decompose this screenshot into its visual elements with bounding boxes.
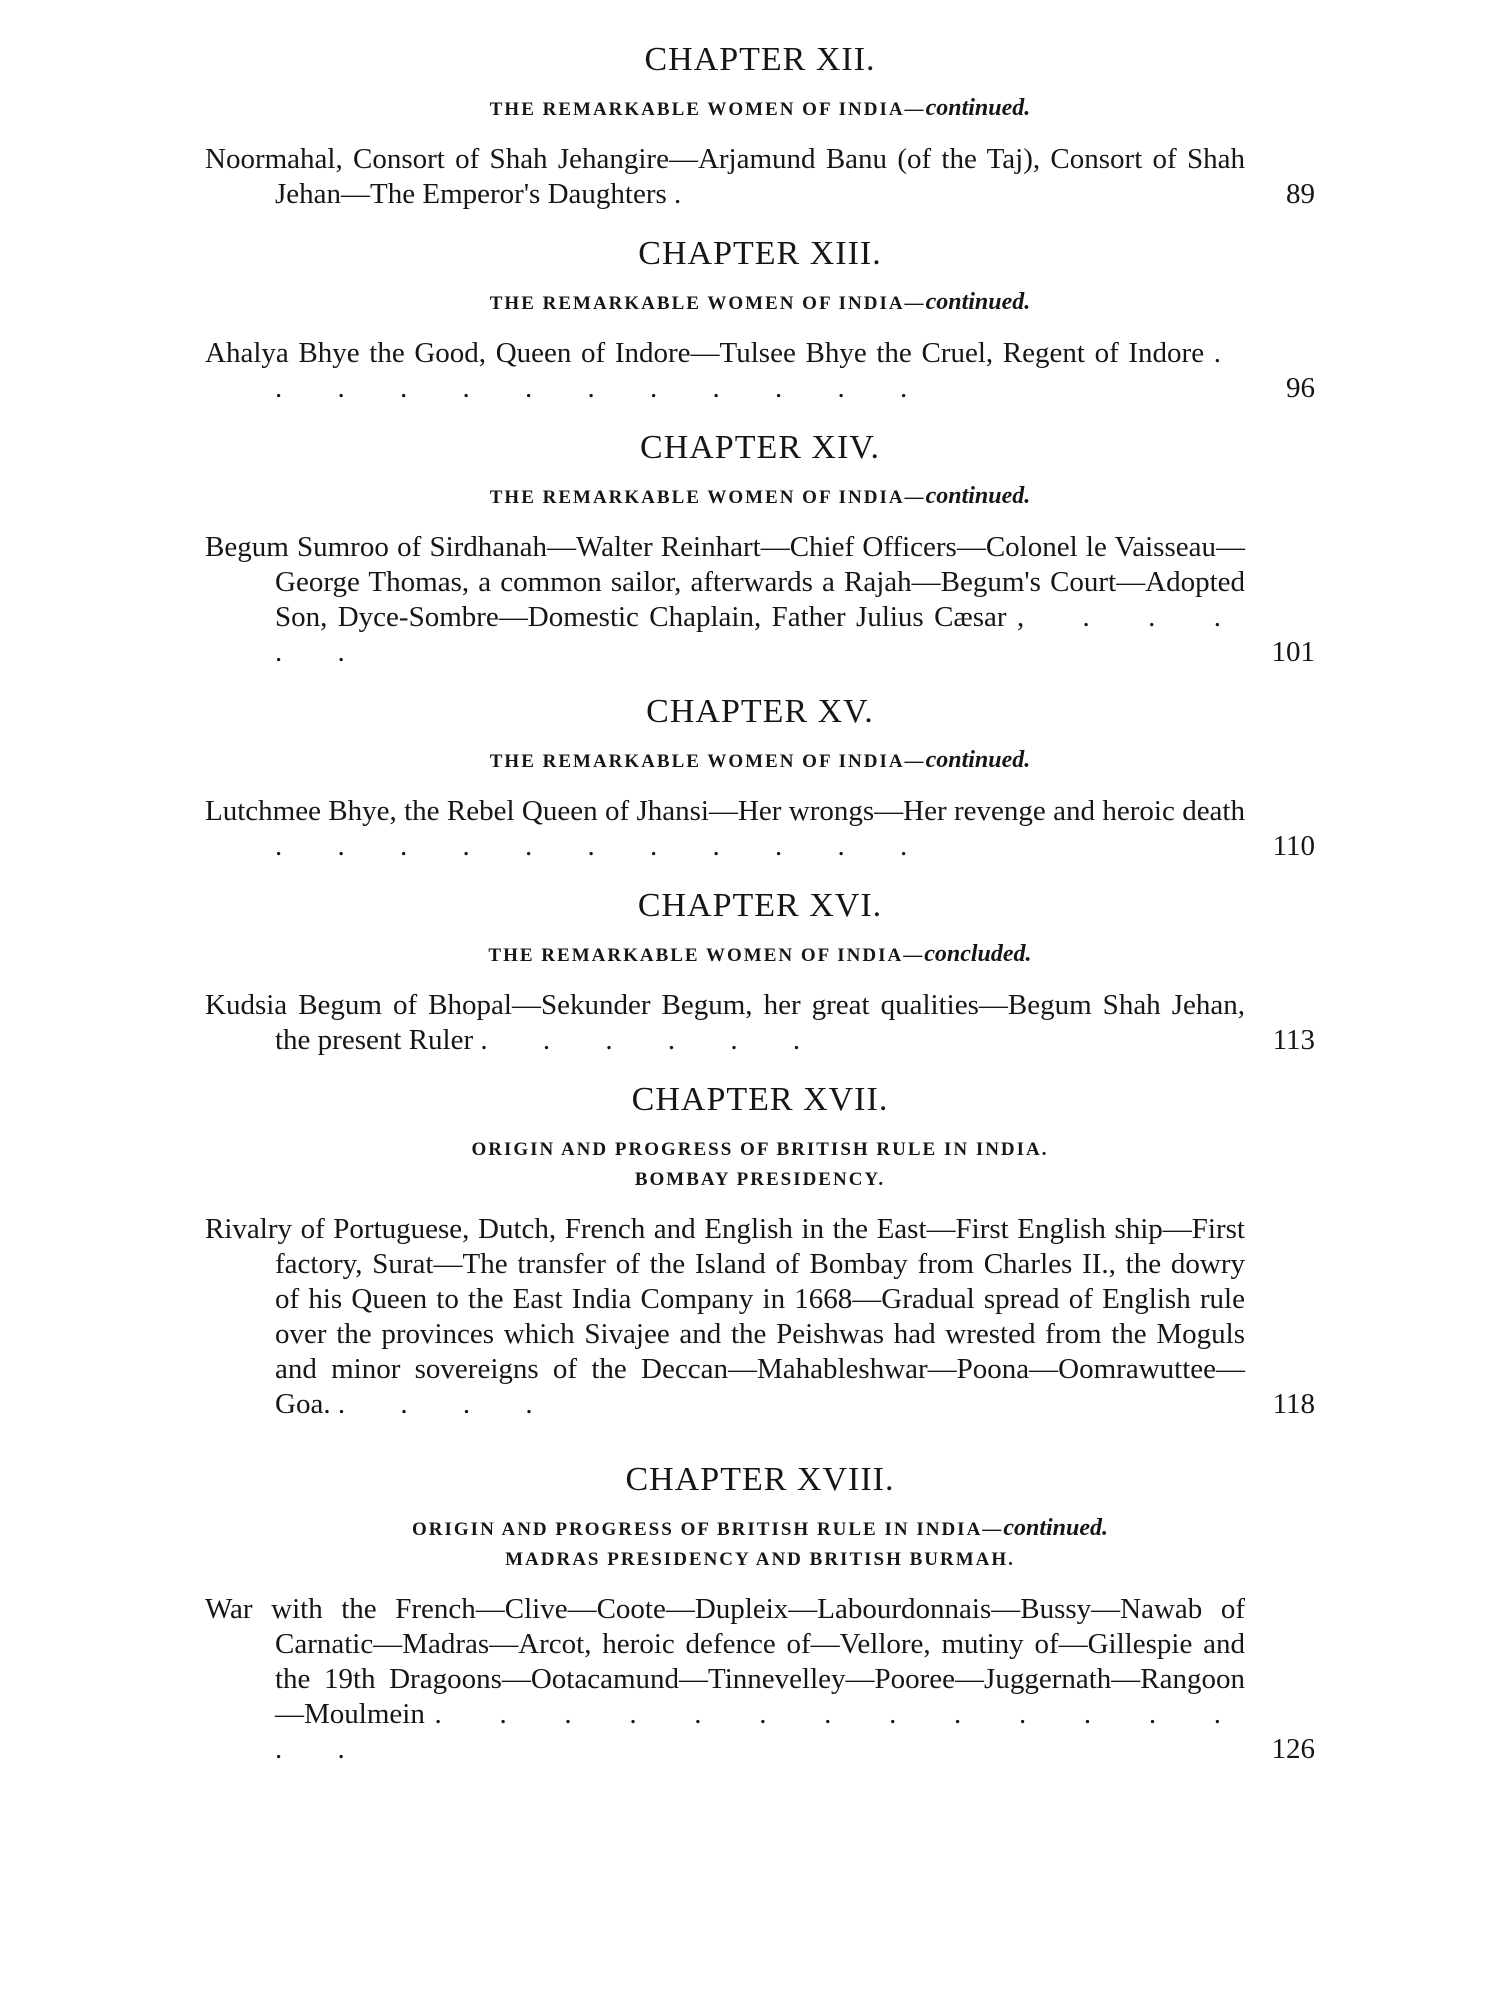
dot-leader: . <box>674 178 706 210</box>
chapter-summary <box>205 142 1245 212</box>
summary-text: Noormahal, Consort of Shah Jehangire—Arjamund Banu (of the Taj), Consort of Shah Jehan—The Emperor's Daughters <box>205 143 1245 210</box>
subtitle-main: THE REMARKABLE WOMEN OF INDIA— <box>489 751 926 772</box>
chapter-contents <box>205 988 1315 1058</box>
subtitle-continued: continued. <box>925 289 1031 315</box>
chapter-subtitle <box>205 94 1315 124</box>
page-number: 101 <box>1271 636 1315 668</box>
page-number: 89 <box>1286 178 1315 210</box>
page-number: 110 <box>1272 830 1315 862</box>
dot-leader: . . . . <box>337 1388 557 1420</box>
chapter-entry <box>205 428 1315 670</box>
chapter-subtitles <box>205 1134 1315 1194</box>
page-number: 126 <box>1271 1733 1315 1765</box>
chapter-subtitles <box>205 288 1315 318</box>
chapter-subtitle <box>205 1514 1315 1544</box>
subtitle-continued: concluded. <box>924 941 1032 967</box>
subtitle-continued: continued. <box>925 747 1031 773</box>
chapter-subtitle <box>205 746 1315 776</box>
chapter-entry <box>205 40 1315 212</box>
chapter-title: CHAPTER XIII. <box>638 235 882 272</box>
chapter-contents <box>205 1592 1315 1767</box>
chapter-contents <box>205 336 1315 406</box>
subtitle-continued: continued. <box>1003 1515 1108 1541</box>
chapter-title: CHAPTER XIV. <box>640 429 880 466</box>
dot-leader: . . . . . . . . . . . . <box>275 337 1246 404</box>
chapter-title: CHAPTER XVI. <box>637 887 883 924</box>
chapter-summary <box>205 794 1245 864</box>
chapter-summary <box>205 530 1245 670</box>
page-number: 96 <box>1286 372 1315 404</box>
chapter-subtitles <box>205 940 1315 970</box>
subtitle-main: MADRAS PRESIDENCY AND BRITISH BURMAH. <box>505 1549 1015 1570</box>
chapter-contents <box>205 530 1315 670</box>
dot-leader: . . . . . . <box>480 1024 825 1056</box>
subtitle-main: ORIGIN AND PROGRESS OF BRITISH RULE IN INDIA. <box>471 1139 1049 1160</box>
chapter-contents <box>205 142 1315 212</box>
chapter-title: CHAPTER XVII. <box>631 1081 889 1118</box>
page-number: 113 <box>1272 1024 1315 1056</box>
chapter-subtitle <box>205 1164 1315 1194</box>
page-number: 118 <box>1272 1388 1315 1420</box>
chapter-subtitles <box>205 94 1315 124</box>
summary-text: Ahalya Bhye the Good, Queen of Indore—Tulsee Bhye the Cruel, Regent of Indore <box>205 337 1205 369</box>
subtitle-main: BOMBAY PRESIDENCY. <box>634 1169 886 1190</box>
summary-text: Lutchmee Bhye, the Rebel Queen of Jhansi—Her wrongs—Her revenge and heroic death <box>205 795 1245 827</box>
chapter-subtitle <box>205 1134 1315 1164</box>
subtitle-main: THE REMARKABLE WOMEN OF INDIA— <box>488 945 925 966</box>
dot-leader: . . . . . . . . . . . <box>275 830 932 862</box>
dot-leader: . . . . . . . . . . . . . . . <box>275 1698 1246 1765</box>
subtitle-main: THE REMARKABLE WOMEN OF INDIA— <box>489 99 926 120</box>
chapter-entry <box>205 1080 1315 1422</box>
dot-leader: , . . . . . <box>275 601 1246 668</box>
subtitle-continued: continued. <box>925 483 1031 509</box>
chapter-entry <box>205 1460 1315 1767</box>
chapter-subtitles <box>205 482 1315 512</box>
subtitle-main: THE REMARKABLE WOMEN OF INDIA— <box>489 293 926 314</box>
chapter-title: CHAPTER XII. <box>644 41 876 78</box>
chapter-subtitle <box>205 1544 1315 1574</box>
chapter-contents <box>205 1212 1315 1422</box>
chapter-subtitles <box>205 1514 1315 1574</box>
chapter-subtitle <box>205 940 1315 970</box>
chapter-subtitle <box>205 482 1315 512</box>
summary-text: War with the French—Clive—Coote—Dupleix—Labourdonnais—Bussy—Nawab of Carnatic—Madras—Arcot, heroic defence of—Vellore, mutiny of—Gillespie and the 19th Dragoons—Ootacamund—Tinnevelley—Pooree—Juggernath—Rangoon—Moulmein <box>205 1593 1245 1730</box>
subtitle-continued: continued. <box>925 95 1031 121</box>
chapter-summary <box>205 1592 1245 1767</box>
chapter-summary <box>205 336 1245 406</box>
summary-text: Rivalry of Portuguese, Dutch, French and English in the East—First English ship—First factory, Surat—The transfer of the Island of Bombay from Charles II., the dowry of his Queen to the East India Company in 1668—Gradual spread of English rule over the provinces which Sivajee and the Peishwas had wrested from the Moguls and minor sovereigns of the Deccan—Mahableshwar—Poona—Oomrawuttee—Goa. <box>205 1213 1245 1420</box>
chapter-summary <box>205 1212 1245 1422</box>
chapter-summary <box>205 988 1245 1058</box>
chapter-entry <box>205 886 1315 1058</box>
chapter-entry <box>205 692 1315 864</box>
chapter-title: CHAPTER XV. <box>646 693 874 730</box>
chapter-subtitle <box>205 288 1315 318</box>
summary-text: Begum Sumroo of Sirdhanah—Walter Reinhart—Chief Officers—Colonel le Vaisseau—George Thomas, a common sailor, afterwards a Rajah—Begum's Court—Adopted Son, Dyce-Sombre—Domestic Chaplain, Father Julius Cæsar <box>205 531 1245 633</box>
chapter-contents <box>205 794 1315 864</box>
subtitle-main: ORIGIN AND PROGRESS OF BRITISH RULE IN INDIA— <box>412 1519 1004 1540</box>
subtitle-main: THE REMARKABLE WOMEN OF INDIA— <box>489 487 926 508</box>
chapter-entry <box>205 234 1315 406</box>
chapter-title: CHAPTER XVIII. <box>625 1461 895 1498</box>
table-of-contents <box>205 40 1315 1767</box>
chapter-subtitles <box>205 746 1315 776</box>
summary-text: Kudsia Begum of Bhopal—Sekunder Begum, her great qualities—Begum Shah Jehan, the present Ruler <box>205 989 1245 1056</box>
